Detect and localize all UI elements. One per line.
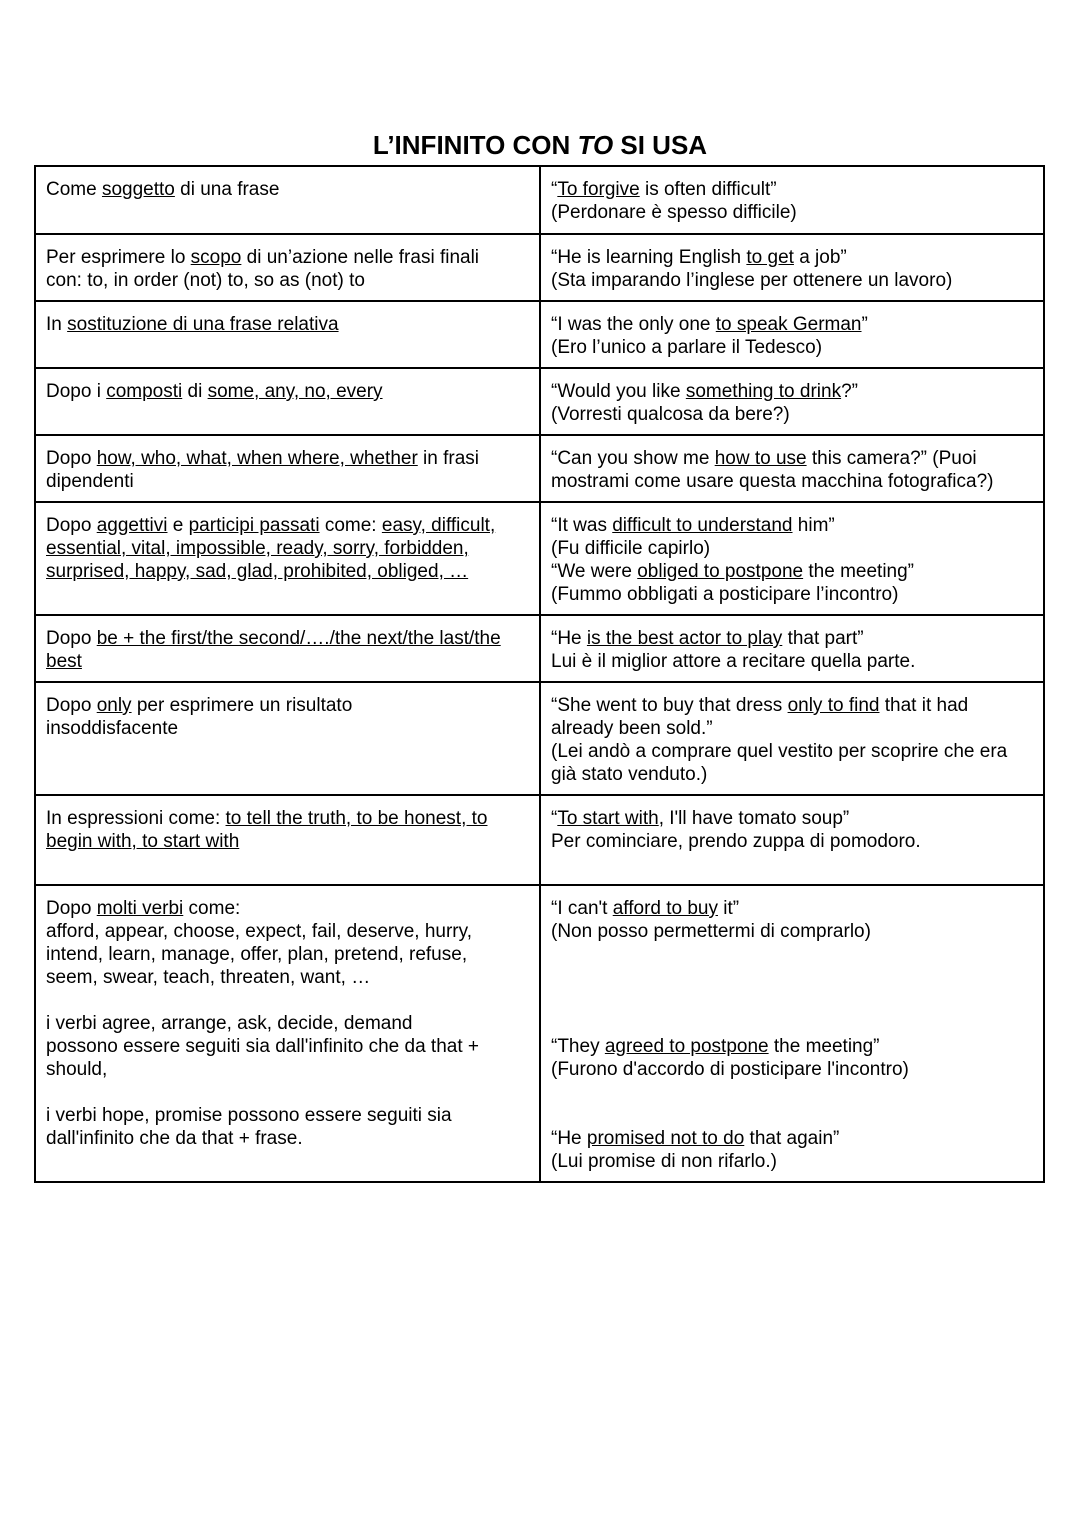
grammar-table [34, 165, 1045, 1183]
underlined-text: be + the first/the second/…./the next/the last/the [96, 628, 501, 649]
text-span: “Would you like [551, 381, 686, 402]
text-span: “She went to buy that dress [551, 695, 788, 716]
text-line [46, 1012, 529, 1035]
table-row [35, 795, 1044, 885]
text-line [46, 380, 529, 403]
example-cell [540, 885, 1044, 1182]
text-span: him” [792, 515, 835, 536]
text-line [46, 897, 529, 920]
text-line [551, 537, 1033, 560]
underlined-text: only [96, 695, 132, 716]
underlined-text: soggetto [101, 179, 175, 200]
text-span: should, [46, 1059, 108, 1080]
text-span: that part” [782, 628, 864, 649]
text-line [551, 246, 1033, 269]
text-span: (Lei andò a comprare quel vestito per scoprire che era [551, 741, 1008, 762]
text-line [46, 966, 529, 989]
text-line [551, 1012, 1033, 1035]
text-line [46, 1035, 529, 1058]
text-line [46, 1127, 529, 1150]
underlined-text: aggettivi [96, 515, 168, 536]
text-line [46, 269, 529, 292]
text-span: Lui è il miglior attore a recitare quella parte. [551, 651, 916, 672]
usage-rule-cell [35, 615, 540, 682]
text-line [551, 201, 1033, 224]
underlined-text: obliged to postpone [637, 561, 804, 582]
usage-rule-cell [35, 795, 540, 885]
text-line [46, 807, 529, 830]
underlined-text: is the best actor to play [586, 628, 783, 649]
text-line [551, 830, 1033, 853]
text-span: it” [718, 898, 740, 919]
text-span: di [182, 381, 208, 402]
underlined-text: participi passati [188, 515, 320, 536]
underlined-text: To start with [557, 808, 659, 829]
example-cell [540, 301, 1044, 368]
text-line [551, 336, 1033, 359]
text-line [46, 313, 529, 336]
text-line [46, 943, 529, 966]
table-row [35, 166, 1044, 234]
text-span: “He [551, 1128, 587, 1149]
text-span: already been sold.” [551, 718, 713, 739]
text-line [551, 403, 1033, 426]
text-span: per esprimere un risultato [131, 695, 353, 716]
text-span: “It was [551, 515, 613, 536]
table-row [35, 368, 1044, 435]
text-line [46, 246, 529, 269]
usage-rule-cell [35, 435, 540, 502]
text-line [46, 627, 529, 650]
underlined-text: begin with, to start with [46, 831, 240, 852]
underlined-text: difficult to understand [612, 515, 793, 536]
text-span: di un’azione nelle frasi finali [241, 247, 480, 268]
text-line [551, 583, 1033, 606]
table-row [35, 885, 1044, 1182]
text-line [551, 807, 1033, 830]
text-span: “ [551, 808, 558, 829]
text-line [46, 694, 529, 717]
text-span: come: [183, 898, 241, 919]
text-span: Per esprimere lo [46, 247, 191, 268]
text-span: “I was the only one [551, 314, 716, 335]
text-line [46, 717, 529, 740]
text-line [551, 740, 1033, 763]
text-line [551, 178, 1033, 201]
text-span: ?” [841, 381, 858, 402]
text-span: (Sta imparando l’inglese per ottenere un lavoro) [551, 270, 953, 291]
text-span: (Furono d'accordo di posticipare l'incontro) [551, 1059, 909, 1080]
underlined-text: To forgive [557, 179, 640, 200]
text-span: mostrami come usare questa macchina fotografica?) [551, 471, 994, 492]
text-line [551, 313, 1033, 336]
table-row [35, 435, 1044, 502]
text-span: Dopo [46, 898, 97, 919]
underlined-text: promised not to do [586, 1128, 745, 1149]
text-line [551, 694, 1033, 717]
text-line [46, 560, 529, 583]
text-span: di una frase [174, 179, 280, 200]
text-span: (Ero l’unico a parlare il Tedesco) [551, 337, 823, 358]
title-pre: L’INFINITO CON [372, 130, 578, 160]
text-line [46, 447, 529, 470]
text-span: dall'infinito che da that + frase. [46, 1128, 303, 1149]
text-span: that it had [879, 695, 969, 716]
usage-rule-cell [35, 301, 540, 368]
example-cell [540, 502, 1044, 615]
text-span: (Perdonare è spesso difficile) [551, 202, 797, 223]
text-line [46, 537, 529, 560]
text-span: ” [861, 314, 868, 335]
text-span: this camera?” (Puoi [806, 448, 977, 469]
text-span: dipendenti [46, 471, 134, 492]
underlined-text: easy, difficult, [381, 515, 496, 536]
text-line [551, 627, 1033, 650]
title-emphasis: TO [577, 130, 614, 160]
example-cell [540, 795, 1044, 885]
text-span: Come [46, 179, 102, 200]
text-span: the meeting” [768, 1036, 880, 1057]
text-line [46, 830, 529, 853]
underlined-text: essential, vital, impossible, ready, sorry, forbidden, [46, 538, 469, 559]
text-line [551, 717, 1033, 740]
underlined-text: to speak German [715, 314, 862, 335]
text-span: i verbi hope, promise possono essere seguiti sia [46, 1105, 452, 1126]
underlined-text: some, any, no, every [207, 381, 383, 402]
text-line [46, 470, 529, 493]
text-span: a job” [793, 247, 847, 268]
table-row [35, 615, 1044, 682]
text-span: that again” [744, 1128, 840, 1149]
text-line [551, 1035, 1033, 1058]
underlined-text: how to use [714, 448, 807, 469]
text-span: afford, appear, choose, expect, fail, deserve, hurry, [46, 921, 472, 942]
text-span: seem, swear, teach, threaten, want, … [46, 967, 371, 988]
usage-rule-cell [35, 885, 540, 1182]
underlined-text: to tell the truth, to be honest, to [225, 808, 488, 829]
underlined-text: surprised, happy, sad, glad, prohibited, obliged, … [46, 561, 469, 582]
usage-rule-cell [35, 234, 540, 301]
usage-rule-cell [35, 682, 540, 795]
text-line [46, 989, 529, 1012]
text-span: con: to, in order (not) to, so as (not) to [46, 270, 365, 291]
text-line [551, 763, 1033, 786]
text-line [551, 514, 1033, 537]
text-span: possono essere seguiti sia dall'infinito che da that + [46, 1036, 479, 1057]
text-span: Per cominciare, prendo zuppa di pomodoro. [551, 831, 921, 852]
text-span: In [46, 314, 68, 335]
text-line [551, 943, 1033, 966]
table-row [35, 502, 1044, 615]
text-line [551, 897, 1033, 920]
example-cell [540, 234, 1044, 301]
text-span: già stato venduto.) [551, 764, 708, 785]
text-line [551, 560, 1033, 583]
underlined-text: sostituzione di una frase relativa [67, 314, 339, 335]
text-line [551, 966, 1033, 989]
underlined-text: composti [106, 381, 183, 402]
text-line [551, 470, 1033, 493]
text-span: “They [551, 1036, 605, 1057]
text-line [551, 1081, 1033, 1104]
text-line [551, 650, 1033, 673]
text-span: “He is learning English [551, 247, 747, 268]
text-span: (Fummo obbligati a posticipare l’incontro) [551, 584, 899, 605]
underlined-text: agreed to postpone [604, 1036, 769, 1057]
text-line [46, 650, 529, 673]
text-span: Dopo [46, 628, 97, 649]
text-span: intend, learn, manage, offer, plan, pretend, refuse, [46, 944, 468, 965]
text-line [551, 1150, 1033, 1173]
text-span: (Lui promise di non rifarlo.) [551, 1151, 777, 1172]
text-line [551, 380, 1033, 403]
usage-rule-cell [35, 166, 540, 234]
text-span: i verbi agree, arrange, ask, decide, demand [46, 1013, 413, 1034]
example-cell [540, 615, 1044, 682]
text-line [46, 1081, 529, 1104]
underlined-text: best [46, 651, 82, 672]
text-line [551, 1104, 1033, 1127]
text-span: in frasi [417, 448, 480, 469]
text-span: (Fu difficile capirlo) [551, 538, 711, 559]
text-line [551, 447, 1033, 470]
page-title [0, 128, 1080, 162]
text-span: e [167, 515, 189, 536]
text-line [551, 1127, 1033, 1150]
text-span: , I'll have tomato soup” [658, 808, 850, 829]
text-span: “Can you show me [551, 448, 715, 469]
text-span: (Vorresti qualcosa da bere?) [551, 404, 790, 425]
text-line [46, 920, 529, 943]
text-span: come: [319, 515, 382, 536]
text-span: Dopo [46, 448, 97, 469]
example-cell [540, 368, 1044, 435]
example-cell [540, 682, 1044, 795]
example-cell [540, 435, 1044, 502]
table-row [35, 682, 1044, 795]
usage-rule-cell [35, 502, 540, 615]
text-span: “ [551, 179, 558, 200]
title-post: SI USA [613, 130, 708, 160]
text-span: Dopo [46, 515, 97, 536]
text-span: (Non posso permettermi di comprarlo) [551, 921, 871, 942]
text-span: is often difficult” [639, 179, 777, 200]
underlined-text: only to find [787, 695, 880, 716]
text-line [551, 269, 1033, 292]
underlined-text: molti verbi [96, 898, 184, 919]
text-line [551, 920, 1033, 943]
underlined-text: to get [746, 247, 794, 268]
text-line [46, 1104, 529, 1127]
text-span: insoddisfacente [46, 718, 179, 739]
underlined-text: scopo [190, 247, 242, 268]
text-line [46, 178, 529, 201]
underlined-text: how, who, what, when where, whether [96, 448, 418, 469]
text-span: “He [551, 628, 587, 649]
example-cell [540, 166, 1044, 234]
text-line [46, 1058, 529, 1081]
text-span: Dopo [46, 695, 97, 716]
underlined-text: something to drink [685, 381, 842, 402]
text-span: “I can't [551, 898, 613, 919]
text-span: the meeting” [803, 561, 915, 582]
text-line [551, 1058, 1033, 1081]
text-line [46, 514, 529, 537]
text-span: In espressioni come: [46, 808, 226, 829]
underlined-text: afford to buy [612, 898, 718, 919]
text-line [551, 989, 1033, 1012]
usage-rule-cell [35, 368, 540, 435]
text-span: “We were [551, 561, 638, 582]
text-span: Dopo i [46, 381, 107, 402]
table-row [35, 301, 1044, 368]
table-row [35, 234, 1044, 301]
